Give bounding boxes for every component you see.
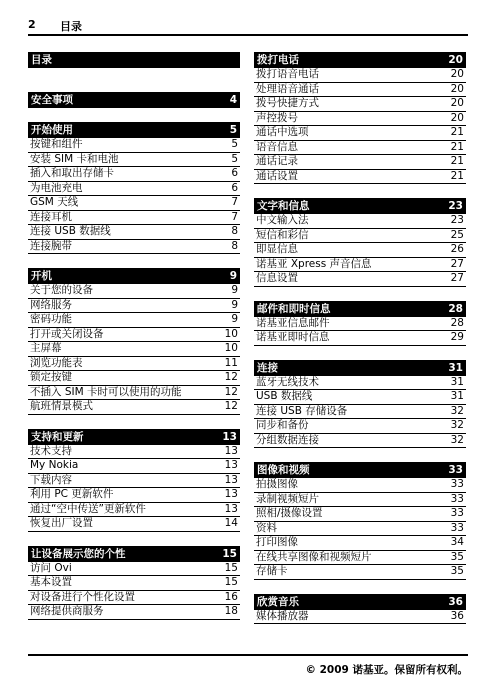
toc-entry-page: 20 [450, 82, 464, 95]
toc-entry-label: 打印图像 [256, 536, 298, 548]
page-number: 2 [28, 18, 36, 31]
toc-entry-label: 拨号快捷方式 [256, 97, 319, 109]
section-title: 支持和更新 [31, 430, 84, 443]
toc-section [254, 52, 466, 184]
toc-entry-label: 即显信息 [256, 243, 298, 255]
section-title: 让设备展示您的个性 [31, 547, 126, 560]
section-page-number: 20 [448, 54, 463, 66]
toc-entry[interactable] [254, 551, 466, 566]
toc-entry-page: 14 [224, 517, 238, 529]
toc-entry[interactable] [254, 507, 466, 522]
toc-entry[interactable] [28, 576, 240, 591]
toc-entry-page: 13 [224, 444, 238, 457]
page-header [28, 18, 468, 36]
toc-entry[interactable] [28, 299, 240, 314]
section-title: 图像和视频 [257, 464, 310, 476]
toc-entry[interactable] [254, 243, 466, 258]
section-title: 欣赏音乐 [257, 595, 299, 608]
toc-entry-label: 存储卡 [256, 565, 288, 577]
toc-entry[interactable] [254, 610, 466, 625]
section-title-bar[interactable] [254, 52, 466, 68]
section-page-number: 36 [448, 595, 463, 608]
toc-entry-label: 关于您的设备 [30, 284, 93, 296]
toc-entry-page: 6 [231, 167, 238, 179]
toc-entry-label: 拨打语音电话 [256, 68, 319, 80]
toc-entry-page: 15 [224, 561, 238, 574]
toc-entry-label: 网络服务 [30, 298, 72, 311]
toc-entry[interactable] [254, 170, 466, 185]
toc-entry-label: 连接腕带 [30, 239, 72, 252]
toc-entry-label: 连接 USB 数据线 [30, 225, 111, 237]
toc-entry-label: 照相/摄像设置 [256, 507, 323, 519]
toc-entry-label: 处理语音通话 [256, 82, 319, 95]
toc-entry-label: 短信和彩信 [256, 228, 309, 241]
toc-entry-page: 32 [450, 404, 464, 417]
toc-entry-page: 5 [231, 152, 238, 165]
toc-entry[interactable] [254, 97, 466, 112]
toc-entry-page: 12 [224, 385, 238, 398]
toc-entry[interactable] [28, 328, 240, 343]
toc-entry-page: 15 [224, 576, 238, 588]
toc-entry-label: 信息设置 [256, 272, 298, 284]
toc-entry-page: 16 [224, 590, 238, 603]
section-title-bar[interactable] [28, 268, 240, 284]
toc-entry-page: 25 [450, 228, 464, 241]
toc-entry[interactable] [28, 386, 240, 401]
toc-entry-page: 7 [231, 196, 238, 208]
toc-entry-page: 33 [450, 521, 464, 534]
toc-entry[interactable] [254, 214, 466, 229]
toc-entry[interactable] [28, 474, 240, 489]
toc-entry-page: 27 [450, 257, 464, 270]
toc-entry-label: 在线共享图像和视频短片 [256, 550, 372, 563]
toc-entry-label: 为电池充电 [30, 181, 83, 194]
toc-entry-page: 21 [450, 140, 464, 153]
toc-entry[interactable] [254, 493, 466, 508]
toc-entry-page: 13 [224, 502, 238, 515]
section-title: 邮件和即时信息 [257, 302, 331, 315]
toc-entry-page: 8 [231, 239, 238, 252]
toc-entry-label: 录制视频短片 [256, 492, 319, 505]
toc-entry[interactable] [254, 112, 466, 127]
section-title-bar[interactable] [28, 122, 240, 138]
toc-entry[interactable] [28, 488, 240, 503]
toc-entry-label: 技术支持 [30, 444, 72, 457]
toc-entry-label: 通话中选项 [256, 126, 309, 138]
toc-entry-page: 12 [224, 371, 238, 383]
toc-entry-label: 诺基亚 Xpress 声音信息 [256, 257, 372, 270]
section-page-number: 28 [448, 302, 463, 315]
toc-entry[interactable] [254, 478, 466, 493]
toc-entry-label: 网络提供商服务 [30, 605, 104, 617]
section-title: 开机 [31, 270, 52, 282]
toc-entry[interactable] [254, 141, 466, 156]
toc-entry[interactable] [254, 419, 466, 434]
toc-entry[interactable] [254, 565, 466, 580]
toc-entry-page: 8 [231, 225, 238, 237]
section-page-number: 9 [229, 270, 237, 282]
toc-entry-label: 不插入 SIM 卡时可以使用的功能 [30, 385, 182, 398]
toc-entry[interactable] [28, 196, 240, 211]
toc-entry-page: 21 [450, 169, 464, 182]
toc-entry-page: 9 [231, 313, 238, 325]
toc-entry[interactable] [28, 153, 240, 168]
toc-section [28, 92, 240, 108]
toc-entry[interactable] [28, 517, 240, 532]
toc-entry-label: 拍摄图像 [256, 478, 298, 490]
toc-entry[interactable] [254, 68, 466, 83]
toc-entry[interactable] [254, 229, 466, 244]
toc-entry-page: 9 [231, 284, 238, 296]
toc-entry-label: 通过“空中传送”更新软件 [30, 502, 146, 515]
toc-entry-label: 分组数据连接 [256, 433, 319, 446]
section-page-number: 23 [448, 200, 463, 212]
toc-entry-label: 密码功能 [30, 313, 72, 325]
toc-entry-page: 31 [450, 375, 464, 388]
toc-column-right [254, 52, 466, 624]
toc-entry-page: 13 [224, 459, 238, 471]
toc-entry-page: 10 [224, 327, 238, 340]
toc-entry-page: 33 [450, 492, 464, 505]
toc-entry-page: 35 [450, 565, 464, 577]
toc-entry-page: 20 [450, 97, 464, 109]
section-title: 拨打电话 [257, 54, 299, 66]
toc-section [28, 268, 240, 415]
toc-section [28, 429, 240, 532]
toc-entry-page: 21 [450, 155, 464, 167]
section-title-bar[interactable] [254, 462, 466, 478]
section-title-bar[interactable] [254, 301, 466, 317]
toc-entry[interactable] [28, 400, 240, 415]
toc-entry[interactable] [28, 445, 240, 460]
toc-section [254, 198, 466, 287]
toc-entry[interactable] [28, 459, 240, 474]
toc-entry[interactable] [28, 371, 240, 386]
toc-entry-label: 同步和备份 [256, 419, 309, 431]
toc-entry-page: 12 [224, 400, 238, 412]
section-page-number: 5 [229, 124, 237, 136]
toc-entry[interactable] [254, 272, 466, 287]
toc-entry-label: 诺基亚即时信息 [256, 331, 330, 343]
toc-entry-page: 18 [224, 605, 238, 617]
toc-entry[interactable] [254, 434, 466, 449]
page-title: 目录 [60, 20, 82, 33]
toc-entry[interactable] [28, 182, 240, 197]
toc-entry-label: 对设备进行个性化设置 [30, 590, 135, 603]
section-page-number: 13 [222, 430, 237, 443]
toc-entry-label: 蓝牙无线技术 [256, 375, 319, 388]
toc-entry-label: 访问 Ovi [30, 561, 72, 574]
toc-entry-label: 主屏幕 [30, 342, 62, 354]
toc-entry[interactable] [254, 522, 466, 537]
toc-section [28, 546, 240, 620]
section-title-bar[interactable] [28, 52, 240, 68]
section-page-number: 4 [229, 94, 237, 106]
toc-section [254, 360, 466, 449]
toc-entry-page: 6 [231, 181, 238, 194]
toc-entry-label: 浏览功能表 [30, 356, 83, 369]
toc-entry-page: 26 [450, 243, 464, 255]
copyright-footer: © 2009 诺基亚。保留所有权利。 [28, 654, 468, 677]
toc-entry[interactable] [254, 331, 466, 346]
toc-entry-page: 23 [450, 214, 464, 226]
toc-entry-page: 9 [231, 298, 238, 311]
toc-entry-label: 航班情景模式 [30, 400, 93, 412]
toc-section [254, 462, 466, 580]
section-title: 连接 [257, 361, 278, 374]
toc-entry-label: USB 数据线 [256, 390, 313, 402]
toc-entry-label: 连接 USB 存储设备 [256, 404, 348, 417]
toc-entry[interactable] [254, 126, 466, 141]
toc-entry-page: 36 [450, 609, 464, 622]
toc-entry[interactable] [28, 503, 240, 518]
toc-entry[interactable] [254, 317, 466, 332]
toc-entry-label: 中文输入法 [256, 214, 309, 226]
section-page-number: 31 [448, 361, 463, 374]
toc-entry-page: 35 [450, 550, 464, 563]
toc-entry-label: 利用 PC 更新软件 [30, 488, 114, 500]
toc-entry-page: 31 [450, 390, 464, 402]
toc-entry[interactable] [28, 167, 240, 182]
toc-entry[interactable] [254, 83, 466, 98]
toc-entry-page: 7 [231, 210, 238, 223]
toc-entry[interactable] [28, 284, 240, 299]
section-title: 目录 [31, 54, 52, 66]
toc-entry-label: 声控拨号 [256, 111, 298, 124]
toc-entry-page: 21 [450, 126, 464, 138]
toc-entry-page: 29 [450, 331, 464, 343]
toc-entry[interactable] [254, 390, 466, 405]
toc-entry-page: 32 [450, 419, 464, 431]
toc-entry[interactable] [254, 376, 466, 391]
toc-entry-label: 资料 [256, 521, 277, 534]
toc-entry-page: 13 [224, 473, 238, 486]
toc-entry[interactable] [28, 225, 240, 240]
toc-entry[interactable] [254, 155, 466, 170]
toc-entry[interactable] [28, 342, 240, 357]
toc-entry-label: 媒体播放器 [256, 609, 309, 622]
toc-entry-label: 安装 SIM 卡和电池 [30, 152, 119, 165]
toc-entry-label: 打开或关闭设备 [30, 327, 104, 340]
toc-entry-label: 按键和组件 [30, 138, 83, 150]
toc-entry-label: GSM 天线 [30, 196, 79, 208]
section-title-bar[interactable] [28, 429, 240, 445]
toc-entry[interactable] [254, 405, 466, 420]
toc-column-left [28, 52, 240, 620]
toc-entry-label: 恢复出厂设置 [30, 517, 93, 529]
toc-entry-page: 13 [224, 488, 238, 500]
section-title-bar[interactable] [28, 546, 240, 562]
toc-section [254, 301, 466, 346]
toc-entry-label: 通话设置 [256, 169, 298, 182]
toc-entry[interactable] [28, 591, 240, 606]
toc-entry[interactable] [28, 211, 240, 226]
toc-entry-page: 20 [450, 68, 464, 80]
section-title: 文字和信息 [257, 200, 310, 212]
section-title: 开始使用 [31, 124, 73, 136]
toc-entry-label: My Nokia [30, 459, 79, 471]
toc-entry[interactable] [28, 357, 240, 372]
toc-section [254, 594, 466, 625]
section-title-bar[interactable] [254, 360, 466, 376]
toc-entry-page: 28 [450, 316, 464, 329]
toc-entry-label: 通话记录 [256, 155, 298, 167]
toc-entry-page: 5 [231, 138, 238, 150]
toc-entry-label: 诺基亚信息邮件 [256, 316, 330, 329]
toc-entry-page: 34 [450, 536, 464, 548]
toc-entry-label: 语音信息 [256, 140, 298, 153]
toc-entry-label: 下载内容 [30, 473, 72, 486]
section-page-number: 33 [448, 464, 463, 476]
section-title: 安全事项 [31, 94, 73, 106]
toc-entry[interactable] [28, 313, 240, 328]
section-title-bar[interactable] [28, 92, 240, 108]
toc-entry-page: 10 [224, 342, 238, 354]
toc-entry[interactable] [28, 605, 240, 620]
section-page-number: 15 [222, 547, 237, 560]
toc-entry[interactable] [28, 562, 240, 577]
toc-entry[interactable] [254, 258, 466, 273]
toc-entry-label: 基本设置 [30, 576, 72, 588]
toc-entry[interactable] [254, 536, 466, 551]
toc-entry-label: 插入和取出存储卡 [30, 167, 114, 179]
toc-entry-page: 27 [450, 272, 464, 284]
toc-entry-page: 33 [450, 507, 464, 519]
toc-entry-page: 33 [450, 478, 464, 490]
toc-entry-label: 锁定按键 [30, 371, 72, 383]
toc-entry-label: 连接耳机 [30, 210, 72, 223]
toc-entry-page: 32 [450, 433, 464, 446]
toc-entry-page: 20 [450, 111, 464, 124]
toc-entry[interactable] [28, 138, 240, 153]
section-title-bar[interactable] [254, 198, 466, 214]
toc-section [28, 52, 240, 68]
toc-entry-page: 11 [224, 356, 238, 369]
toc-entry[interactable] [28, 240, 240, 255]
toc-section [28, 122, 240, 254]
section-title-bar[interactable] [254, 594, 466, 610]
